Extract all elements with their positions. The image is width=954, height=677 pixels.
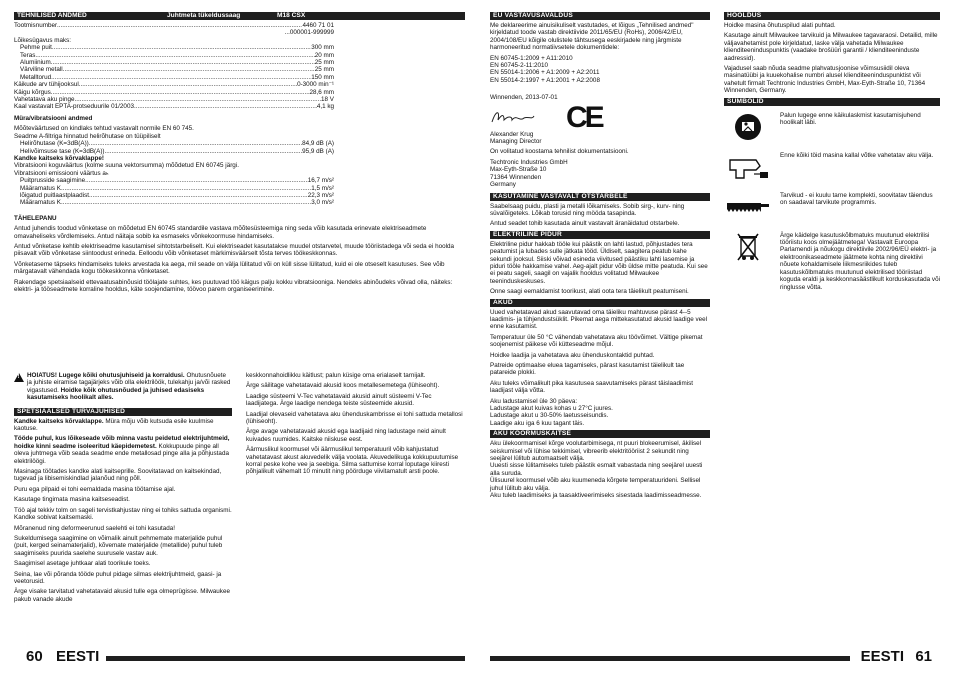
battery-para: Uued vahetatavad akud saavutavad oma täieliku mahtuvuse pärast 4--5 laadimis- ja tühjendustsüklit. Pikemat aega mittekasutatud akusid laadige veel enne kasutamist. bbox=[490, 308, 708, 331]
right-col-2 bbox=[724, 12, 940, 301]
spec-header-model: M18 CSX bbox=[277, 12, 306, 19]
special-safety-text: Ärge visake tarvitatud vahetatavaid akusid tulle ega olmeprügisse. Milwaukee pakub vanade akude bbox=[14, 588, 230, 603]
symbol-row bbox=[724, 152, 940, 182]
spec-value: 25 mm bbox=[314, 66, 334, 74]
brake-para: Elektriline pidur hakkab tööle kui päästik on lahti lastud, põhjustades tera peatumist ja lubades sulle jätkata tööd. Üldiselt, saagitera peatub kahe sekundi jooksul. Siiski võivad esineda viivitused päästiku lahti lasemise ja piduri tööle hakkamise vahel. Aeg-ajalt pidur võib üldse mitte peatuda. Kui see ei peatu sageli, saagil on vajalik hooldus volitatud Milwaukee teeninduskeskuses. bbox=[490, 240, 708, 285]
leader-dots bbox=[85, 177, 308, 184]
spec-row bbox=[14, 37, 334, 44]
special-safety-para bbox=[14, 535, 232, 557]
spec-label: Vahetatava aku pinge bbox=[14, 96, 75, 104]
special-safety-para bbox=[14, 507, 232, 522]
special-safety-para bbox=[14, 571, 232, 586]
spec-row bbox=[14, 22, 334, 29]
battery-safety-para: Laadijal olevaseid vahetatava aku ühenduskambrisse ei tohi sattuda metallosi (lühiseoht). bbox=[246, 410, 463, 426]
special-safety-para bbox=[14, 468, 232, 483]
spec-value: 28,6 mm bbox=[309, 88, 334, 96]
special-safety-para bbox=[14, 560, 232, 567]
eu-declaration-text: Me deklareerime ainuisikuliselt vastutades, et lõigus „Tehnilised andmed" kirjeldatud toode vastab direktiivide 2011/65/EU (RoHs), 2006/42/EU, 2004/108/EU kõigile olulistele tähtsusega eeskirjadele ning järgmiste harmoneeritud normatiivsetele dokumentidele: bbox=[490, 22, 694, 52]
spec-value: 150 mm bbox=[311, 73, 334, 81]
spec-label: Helirõhutase (K=3dB(A)) bbox=[20, 140, 89, 148]
spec-row bbox=[20, 199, 334, 206]
spec-row bbox=[14, 59, 334, 66]
special-safety-text: Masinaga töötades kandke alati kaitseprille. Soovitatavad on kaitsekindad, tugevad ja libisemiskindlad jalanõud ning põll. bbox=[14, 468, 222, 483]
notice-para: Antud juhendis toodud võnketase on mõõdetud EN 60745 standardile vastava mõõtesüsteemiga ning seda võib kasutada erinevate elektriseadmete omavaheliseks võrdlemiseks. Antud näitaja sobib ka esmaseks võnkekoormuse hindamiseks. bbox=[14, 225, 427, 240]
spec-label: lõigatud puitlaastplaadist bbox=[20, 191, 89, 199]
language-label: EESTI bbox=[860, 648, 904, 665]
symbol-row bbox=[724, 112, 940, 142]
eu-declaration-title: EU VASTAVUSAVALDUS bbox=[490, 12, 710, 20]
spec-label: Helivõimsuse tase (K=3dB(A)) bbox=[20, 147, 105, 155]
language-label: EESTI bbox=[56, 648, 100, 665]
notice-para: Antud võnketase kehtib elektriseadme kasutamisel sihtotstarbeliselt. Kui elektriseadet kasutatakse muudel otstarvetel, muude tööriistadega või seda ei hoolda piisavalt võib võnketase siintoodust erineda. Eelloodu võib võnketaset märkimisväärselt tõsta terves töökeskkonnas. bbox=[14, 242, 454, 258]
leader-dots bbox=[89, 140, 302, 147]
vib-intro: Vibratsiooni koguväärtus (kolme suuna vektorsumma) mõõdetud EN 60745 järgi. bbox=[14, 162, 239, 170]
special-safety-bold: Tööde puhul, kus lõikeseade võib minna vastu peidetud elektrijuhtmeid, hoidke kinni seadme isoleeritud käepidemetest. bbox=[14, 435, 230, 450]
spec-label: Määramatus K bbox=[20, 199, 61, 207]
page-number: 61 bbox=[915, 648, 932, 665]
leader-dots bbox=[52, 44, 311, 51]
spec-header-product: Juhtmeta tükeldussaag bbox=[167, 12, 241, 19]
spec-row bbox=[20, 192, 334, 199]
page-number: 60 bbox=[26, 648, 43, 665]
leader-dots bbox=[51, 74, 311, 81]
footer-rule bbox=[106, 656, 465, 661]
maintenance-title: HOOLDUS bbox=[724, 12, 940, 20]
brake-para: Onne saagi eemaldamist toorikust, alati oota tera täielikult peatumiseni. bbox=[490, 288, 689, 296]
maintenance-para: Vajadusel saab nõuda seadme plahvatusjoonise võimsusiidil oleva masinatüübi ja kuuekohalise numbri alusel klienditeeninduspunktist või vahetult firmalt Techtronic Industries GmbH, Max-Eyth-Straße 10, 71364 Winnenden, Germany. bbox=[724, 65, 926, 95]
spec-value: 3,0 m/s² bbox=[311, 199, 334, 207]
noise-sub: Seadme A-filtriga hinnatud helirõhutase on tüüpiliselt bbox=[14, 132, 161, 140]
leader-dots bbox=[89, 192, 308, 199]
spec-row bbox=[20, 177, 334, 184]
spec-row bbox=[14, 44, 334, 51]
spec-header bbox=[14, 12, 465, 20]
noise-title: Müra/vibratsiooni andmed bbox=[14, 114, 93, 122]
eu-norms bbox=[490, 55, 710, 85]
special-safety-text: Kokkupuude pinge all oleva juhtmega võib seada seadme ende metallosad pinge alla ja põhjustada elektrilöögi. bbox=[14, 442, 229, 465]
special-safety-para bbox=[14, 525, 232, 532]
leader-dots bbox=[105, 148, 303, 155]
usage-para: Saabelsaag puidu, plasti ja metalli lõikamiseks. Sobib sirg-, kurv- ning süvalõigeteks. Lõikab torusid ning mööda tasapinda. bbox=[490, 202, 685, 217]
spec-label: Metalltorud bbox=[20, 73, 52, 81]
symbol-text: Tarvikud - ei kuulu tarne komplekti, soovitatav täiendus on saadaval tarvikute programmis. bbox=[780, 191, 933, 207]
spec-row bbox=[20, 185, 334, 192]
notice-paragraphs bbox=[14, 225, 454, 293]
symbol-text: Enne kõiki töid masina kallal võtke vahetatav aku välja. bbox=[780, 151, 934, 159]
weee-bin-icon bbox=[724, 232, 772, 262]
eu-norm: EN 60745-2-11:2010 bbox=[490, 62, 548, 70]
special-safety-bold: Kandke kaitseks kõrvaklappe. bbox=[14, 417, 104, 425]
overload-text: Aku ülekoormamisel kõrge voolutarbimisega, nt puuri blokeerumisel, äkilisel seiskumisel või lühise tekkimisel, vibreerib elektritööriist 2 sekundit ning seejärel lülitub automaatselt välja. Uuesti sisse lülitamiseks tuleb päästik esmalt vabastada ning seejärel uuesti alla suruda. Ülisuurel koormusel võib aku kuumeneda kõrgete temperatuurideni. Sellisel juhul lülitub aku välja. Aku tuleb laadimiseks ja taasaktiveerimiseks sisestada laadimisseadmesse. bbox=[490, 440, 703, 500]
special-safety-text: Saagimisel asetage juhtkaar alati toorikule toeks. bbox=[14, 560, 151, 568]
company-address bbox=[490, 159, 710, 189]
spec-value: 4,1 kg bbox=[316, 103, 334, 111]
spec-value: 18 V bbox=[321, 96, 334, 104]
battery-para: Temperatuur üle 50 °C vähendab vahetatava aku töövõimet. Vältige pikemat soojenemist päikese või kütteseadme mõjul. bbox=[490, 333, 703, 349]
spec-value: 0-3000 min⁻¹ bbox=[297, 81, 334, 89]
special-safety-text: Mõranenud ning deformeerunud saelehti ei tohi kasutada! bbox=[14, 524, 176, 532]
special-safety-title: SPETSIAALSED TURVAJUHISED bbox=[14, 408, 232, 416]
battery-para: Aku tuleks võimalikult pika kasutusea saavutamiseks pärast täislaadimist laadijast välja võtta. bbox=[490, 379, 693, 395]
leader-dots bbox=[134, 103, 317, 110]
spec-label: Teras bbox=[20, 51, 36, 59]
eu-norm: EN 60745-1:2009 + A11:2010 bbox=[490, 54, 573, 62]
special-safety-para bbox=[14, 418, 232, 433]
read-manual-icon bbox=[724, 112, 772, 142]
saw-blade-icon bbox=[724, 192, 772, 222]
battery-safety-para: Ärge avage vahetatavaid akusid ega laadijaid ning ladustage neid ainult kuivades ruumides. Kaitske niiskuse eest. bbox=[246, 428, 446, 443]
symbol-text: Ärge käidelge kasutuskõlbmatuks muutunud elektrilisi tööriistu koos olmejäätmetega! Vastavalt Euroopa Parlamendi ja nõukogu direktiivile 2002/96/EÜ elektri- ja elektroonikaseadmete jäätmete kohta ning direktiivi nõuete kohaldamisele liikmesriikides tuleb kasutuskõlbmatuks muutunud elektrilised tööriistad koguda eraldi ja keskkonnasäästlikult korduskasutada või ringlusse võtta. bbox=[780, 231, 940, 291]
battery-para: Aku ladustamisel üle 30 päeva: Ladustage akut kuivas kohas u 27°C juures. Ladustage akut u 30-50% laetusseisundis. Laadige aku iga 6 kuu tagant täis. bbox=[490, 397, 613, 427]
spec-value: 84,9 dB (A) bbox=[302, 140, 334, 148]
usage-para: Antud seadet tohib kasutada ainult vastavalt äranäidatud otstarbele. bbox=[490, 220, 680, 228]
left-col-1 bbox=[14, 372, 232, 606]
left-footer bbox=[14, 648, 465, 666]
brake-title: ELEKTRILINE PIDUR bbox=[490, 231, 710, 239]
battery-safety-para: Ärge säilitage vahetatavaid akusid koos metallesemetega (lühiseoht). bbox=[246, 382, 440, 390]
warning-text: Lugege kõiki ohutusjuhiseid ja korraldusi. bbox=[58, 372, 185, 379]
spec-header-title: TEHNILISED ANDMED bbox=[17, 12, 87, 19]
symbols-title: SÜMBOLID bbox=[724, 98, 940, 106]
special-safety-para bbox=[14, 496, 232, 503]
special-safety-text: Sukeldumisega saagimine on võimalik ainult pehmemate materjalide puhul (puit, kerged seinamaterjalid), kõvemate materjalide (metallide) puhul tuleb saagimiseks puurida saelehe suurusele vastav auk. bbox=[14, 534, 223, 557]
special-safety-text: Puru ega pilpaid ei tohi eemaldada masina töötamise ajal. bbox=[14, 485, 176, 493]
eu-norm: EN 55014-2:1997 + A1:2001 + A2:2008 bbox=[490, 76, 600, 84]
signer-title: Managing Director bbox=[490, 138, 542, 146]
special-safety-para bbox=[14, 435, 232, 465]
spec-value: 22,3 m/s² bbox=[307, 191, 334, 199]
spec-row bbox=[14, 103, 334, 110]
usage-title: KASUTAMINE VASTAVALT OTSTARBELE bbox=[490, 193, 710, 201]
spec-value: 16,7 m/s² bbox=[307, 177, 334, 185]
spec-label: Käigu kõrgus bbox=[14, 88, 51, 96]
spec-value: 95,9 dB (A) bbox=[302, 147, 334, 155]
spec-label: Lõikesügavus maks: bbox=[14, 36, 72, 44]
spec-row bbox=[14, 74, 334, 81]
eu-place-date: Winnenden, 2013-07-01 bbox=[490, 94, 558, 102]
battery-safety-para: Äärmuslikul koormusel või äärmuslikul temperatuuril võib kahjustatud vahetatavast akust akuvedelik välja voolata. Akuvedelikuga kokkupuutumise korral peske kohe vee ja seebiga. Silma sattumise korral loputage kiiresti põhjalikult vähemalt 10 minutit ning pöörduge viivitamatult arsti poole. bbox=[246, 446, 459, 476]
leader-dots bbox=[51, 89, 310, 96]
warning-label: HOIATUS! bbox=[27, 372, 57, 379]
footer-rule bbox=[490, 656, 850, 661]
address-line: Germany bbox=[490, 181, 516, 189]
spec-label: Puitprusside saagimine bbox=[20, 177, 86, 185]
symbol-row bbox=[724, 232, 940, 291]
left-col-2 bbox=[246, 372, 464, 479]
eu-norm: EN 55014-1:2006 + A1:2009 + A2:2011 bbox=[490, 69, 600, 77]
special-safety-text: Seina, lae või põranda tööde puhul pidage silmas elektrijuhtmeid, gaasi- ja veetorusid. bbox=[14, 570, 222, 585]
right-col-1 bbox=[490, 12, 710, 503]
spec-label: Kaal vastavalt EPTA-protseduurile 01/2003 bbox=[14, 103, 134, 111]
symbol-row bbox=[724, 192, 940, 222]
leader-dots bbox=[74, 96, 321, 103]
leader-dots bbox=[79, 81, 297, 88]
leader-dots bbox=[35, 52, 314, 59]
remove-battery-icon bbox=[724, 152, 772, 182]
spec-value: 25 mm bbox=[314, 59, 334, 67]
address-line: Techtronic Industries GmbH bbox=[490, 158, 568, 166]
special-safety-text: Kasutage tingimata masina kaitseseadist. bbox=[14, 496, 130, 504]
special-safety-para bbox=[14, 486, 232, 493]
signature-icon bbox=[490, 108, 536, 128]
left-page-top bbox=[14, 12, 465, 296]
battery-para: Patreide optimaalse eluea tagamiseks, pärast kasutamist täielikult tae patareide plokki. bbox=[490, 362, 685, 377]
spec-row bbox=[14, 89, 334, 96]
leader-dots bbox=[63, 66, 315, 73]
spec-value: 300 mm bbox=[311, 44, 334, 52]
spec-row bbox=[14, 96, 334, 103]
battery-safety-para: Laadige süsteemi V-Tec vahetatavaid akusid ainult süsteemi V-Tec laadijatega. Ärge laadige nendega teiste süsteemide akusid. bbox=[246, 392, 432, 408]
spec-label: Värviline metall bbox=[20, 66, 63, 74]
spec-value: 20 mm bbox=[314, 51, 334, 59]
address-line: Max-Eyth-Straße 10 bbox=[490, 166, 547, 174]
signer-name: Alexander Krug bbox=[490, 130, 534, 138]
special-safety-text: Töö ajal tekkiv tolm on sageli tervistkahjustav ning ei tohiks sattuda organismi. Kandke sobivat kaitsemaski. bbox=[14, 506, 232, 522]
noise-block bbox=[14, 125, 334, 206]
symbol-text: Palun lugege enne käikulaskmist kasutamisjuhend hoolikalt läbi. bbox=[780, 111, 921, 127]
notice-title: TÄHELEPANU bbox=[14, 214, 57, 222]
address-line: 71364 Winnenden bbox=[490, 173, 542, 181]
spec-row bbox=[20, 140, 334, 147]
spec-label: Käikude arv tühijooksul bbox=[14, 81, 79, 89]
notice-para: Võnketaseme täpseks hindamiseks tuleks arvestada ka aega, mil seade on välja lülitatud või on küll sisse lülitatud, kuid ei ole otseselt kasutuses. See võib märgatavalt vähendada kogu töökeskkonna võnketaset. bbox=[14, 260, 445, 276]
warning-rest: Ohutusnõuete ja juhiste eiramise tagajärjeks võib olla elektrilöök, tulekahju ja/või rasked vigastused. bbox=[27, 372, 231, 394]
leader-dots bbox=[61, 199, 311, 206]
spec-label: Määramatus K bbox=[20, 184, 61, 192]
spec-row bbox=[14, 29, 334, 36]
warning-block bbox=[14, 372, 232, 402]
spec-row bbox=[14, 66, 334, 73]
warning-icon bbox=[14, 373, 24, 382]
special-safety-para bbox=[14, 588, 232, 603]
noise-intro: Mõõteväärtused on kindlaks tehtud vastavalt normile EN 60 745. bbox=[14, 125, 194, 133]
ear-protection-note: Kandke kaitseks kõrvaklappe! bbox=[14, 154, 104, 162]
maintenance-para: Kasutage ainult Milwaukee tarvikuid ja Milwaukee tagavaraosi. Detailid, mille väljavahetamist pole kirjeldatud, laske välja vahetada Milwaukee klienditeeninduspunktis (vaadake brošüüri garantii / klienditeeninduste aadressid). bbox=[724, 32, 938, 62]
right-footer bbox=[490, 648, 940, 666]
battery-para: Hoidke laadija ja vahetatava aku ühenduskontaktid puhtad. bbox=[490, 351, 655, 359]
spec-label: Alumiinium bbox=[20, 59, 51, 67]
battery-title: AKUD bbox=[490, 299, 710, 307]
spec-row bbox=[20, 148, 334, 155]
leader-dots bbox=[57, 22, 302, 29]
spec-value: 1,5 m/s² bbox=[311, 184, 334, 192]
leader-dots bbox=[51, 59, 315, 66]
overload-title: AKU KOORMUSKAITSE bbox=[490, 430, 710, 438]
maintenance-para: Hoidke masina õhutuspilud alati puhtad. bbox=[724, 22, 836, 29]
ce-mark-icon: CE bbox=[566, 100, 602, 134]
warning-keep: Hoidke kõik ohutusnõuded ja juhised edasiseks kasutamiseks hoolikalt alles. bbox=[27, 386, 205, 402]
spec-row bbox=[14, 81, 334, 88]
spec-label: Tootmisnumber bbox=[14, 22, 58, 29]
leader-dots bbox=[61, 185, 311, 192]
notice-para: Rakendage spetsiaalseid ettevaatusabinõusid töölajate suhtes, kes puutuvad töö käigus palju kokku vibratsiooniga. Nendeks abinõudeks võivad olla, näiteks: elektri- ja tööseadmete korraline hooldus, käte soojendamine, töövoo parem organiseerimine. bbox=[14, 278, 453, 293]
spec-row bbox=[14, 52, 334, 59]
spec-label: Pehme puit bbox=[20, 44, 52, 52]
spec-table bbox=[14, 22, 334, 111]
battery-safety-para: keskkonnahoidlikku käitlust; palun küsige oma erialaselt tarnijalt. bbox=[246, 372, 426, 379]
spec-value: 4460 71 01 bbox=[302, 22, 334, 29]
spec-value: ...000001-999999 bbox=[284, 29, 334, 37]
auth-text: On volitatud koostama tehnilist dokumentatsiooni. bbox=[490, 148, 629, 156]
special-safety-text: Müra mõju võib kutsuda esile kuulmise kaotuse. bbox=[14, 417, 214, 433]
vib-sub: Vibratsiooni emissiooni väärtus aₕ bbox=[14, 169, 109, 177]
